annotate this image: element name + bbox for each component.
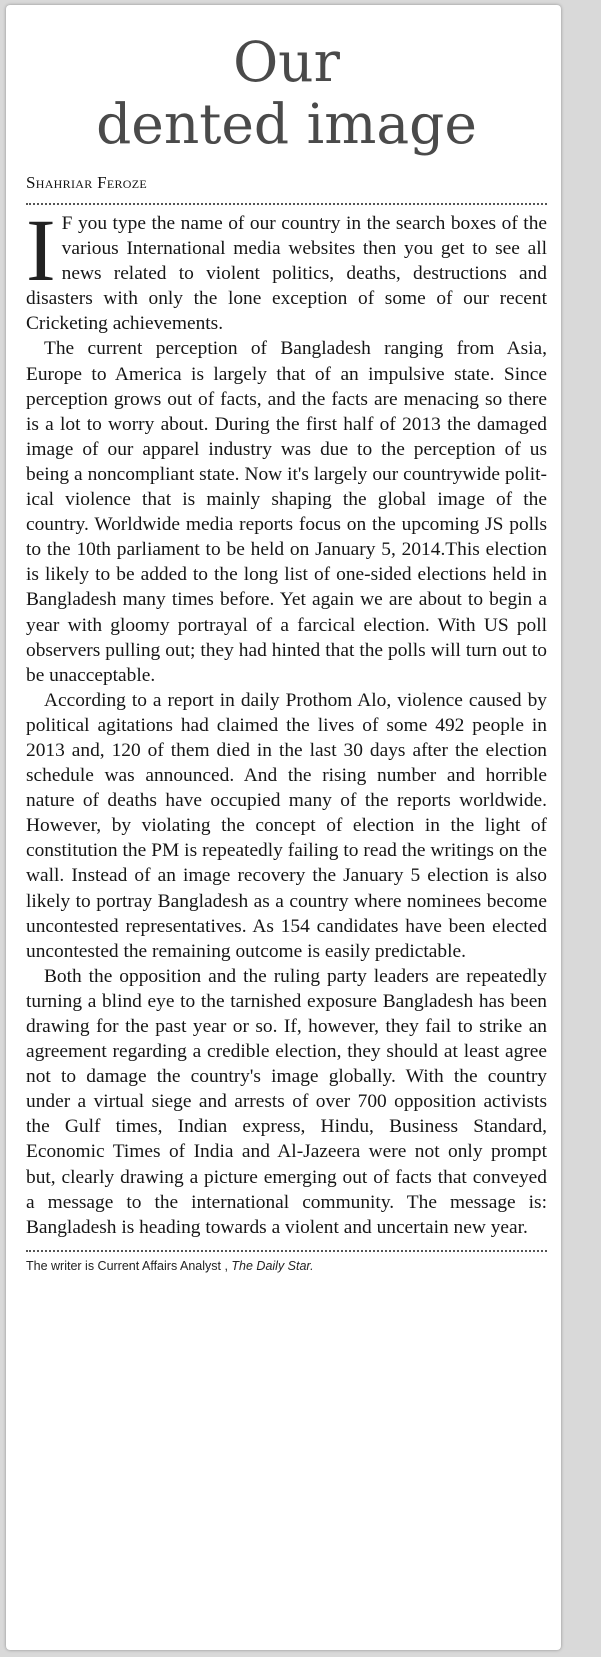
author-note — [26, 1259, 547, 1273]
author-note-text: The writer is Current Affairs Analyst , — [26, 1258, 232, 1273]
publication-name: The Daily Star. — [231, 1258, 314, 1273]
divider-bottom — [26, 1250, 547, 1252]
byline: Shahriar Feroze — [26, 173, 147, 192]
paragraph-4: Both the opposition and the ruling party leaders are repeatedly turning a blind eye to the tarnished exposure Bangladesh has been drawing for the past year or so. If, however, they fail to strike an agreement regarding a credible election, they should at least agree not to damage the country's image globally. With the country under a virtual siege and arrests of over 700 opposition activists the Gulf times, Indian express, Hindu, Business Standard, Economic Times of India and Al-Jazeera were not only prompt but, clearly drawing a picture emerging out of facts that conveyed a message to the international community. The message is: Bangladesh is heading towards a violent and uncertain new year. — [26, 965, 547, 1238]
article-body — [26, 202, 547, 1240]
paragraph-1 — [26, 202, 547, 336]
drop-cap: I — [26, 202, 56, 300]
article-card — [6, 5, 561, 1650]
divider-top — [26, 203, 547, 205]
headline — [26, 31, 547, 155]
headline-line-1: Our — [233, 30, 340, 94]
paragraph-1-text: F you type the name of our country in the search boxes of the various International media websites then you get to see all news related to violent politics, deaths, destructions and disasters with only the lone exception of some of our recent Cricketing achievements. — [26, 213, 547, 335]
headline-line-2: dented image — [96, 92, 477, 156]
paragraph-3: According to a report in daily Prothom Alo, violence caused by political agitations had claimed the lives of some 492 people in 2013 and, 120 of them died in the last 30 days after the election schedule was announced. And the rising number and horrible nature of deaths have occupied many of the reports worldwide. However, by violating the concept of election in the light of constitution the PM is repeatedly failing to read the writings on the wall. Instead of an image recovery the January 5 election is also likely to portray Bangladesh as a country where nominees become uncontested representatives. As 154 candidates have been elected uncontested the remaining outcome is easily predictable. — [26, 689, 547, 962]
paragraph-2: The current perception of Bangladesh ranging from Asia, Europe to America is largely that of an impulsive state. Since perception grows out of facts, and the facts are menacing so there is a lot to worry about. During the first half of 2013 the damaged image of our apparel industry was due to the perception of us being a noncompliant state. Now it's largely our countrywide political violence that is mainly shaping the global image of the country. Worldwide media reports focus on the upcoming JS polls to the 10th parliament to be held on January 5, 2014.This election is likely to be added to the long list of one-sided elections held in Bangladesh many times before. Yet again we are about to begin a year with gloomy portrayal of a farcical election. With US poll observers pulling out; they had hinted that the polls will turn out to be unacceptable. — [26, 338, 547, 686]
